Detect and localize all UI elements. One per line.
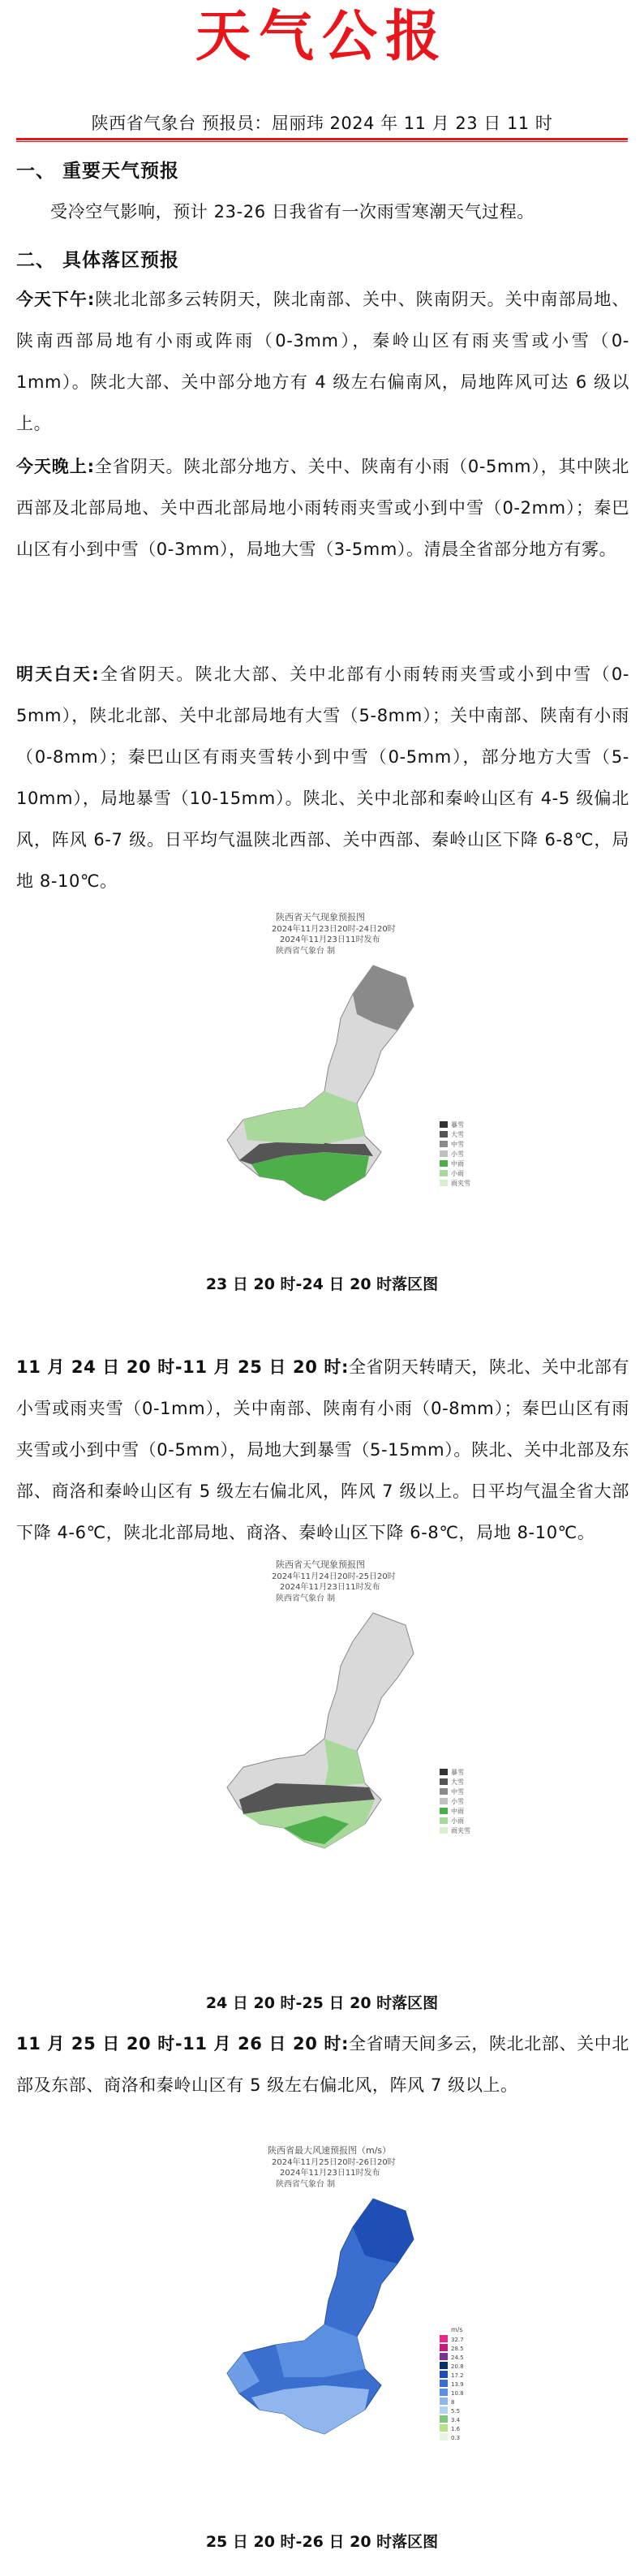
period-body: 全省阴天。陕北部分地方、关中、陕南有小雨（0-5mm），其中陕北西部及北部局地、关中西北部局地小雨转雨夹雪或小到中雪（0-2mm）；秦巴山区有小到中雪（0-3mm），局地大雪（3-5mm）。清晨全省部分地方有雾。 [16,457,629,559]
map-time: 2024年11月24日20时-25日20时 [272,1572,396,1581]
map-title: 陕西省天气现象预报图 [276,912,365,922]
map-legend [440,2326,464,2441]
map-agency: 陕西省气象台 制 [276,2180,336,2189]
wind-map [162,2142,503,2483]
period-label: 明天白天: [16,664,100,684]
legend-label: 0.3 [451,2435,461,2441]
period-body: 全省晴天间多云，陕北北部、关中北部及东部、商洛和秦岭山区有 5 级左右偏北风，阵风 7 级以上。 [16,2034,629,2095]
legend-label: 暴雪 [451,1121,464,1129]
map-title: 陕西省天气现象预报图 [276,1559,365,1570]
section1-body: 受冷空气影响，预计 23-26 日我省有一次雨雪寒潮天气过程。 [50,202,535,221]
map-caption-1: 23 日 20 时-24 日 20 时落区图 [205,1275,439,1293]
map-title: 陕西省最大风速预报图（m/s） [268,2145,392,2156]
legend-label: 10.8 [451,2390,464,2397]
legend-label: 17.2 [451,2372,464,2379]
legend-label: 雨夹雪 [451,1180,470,1187]
legend-title: m/s [451,2326,463,2333]
legend-label: 1.6 [451,2426,461,2432]
period-label: 今天下午: [16,290,95,309]
map-legend [440,1120,470,1187]
period-tomorrow-day [16,654,629,902]
legend-label: 小雨 [451,1817,464,1825]
map-caption-3: 25 日 20 时-26 日 20 时落区图 [205,2533,439,2551]
period-label: 11 月 24 日 20 时-11 月 25 日 20 时: [16,1357,349,1377]
section2-heading: 二、 具体落区预报 [16,250,180,271]
shaanxi-province-shape [227,965,414,1201]
map-caption-2: 24 日 20 时-25 日 20 时落区图 [205,1994,439,2012]
legend-label: 大雪 [451,1778,464,1786]
legend-label: 大雪 [451,1131,464,1138]
period-nov25-26 [16,2023,629,2106]
period-nov24-25 [16,1347,629,1554]
legend-label: 小雨 [451,1170,464,1177]
legend-label: 8 [451,2399,455,2406]
legend-label: 3.4 [451,2417,461,2423]
legend-label: 32.7 [451,2337,464,2343]
period-today-afternoon [16,279,629,445]
legend-label: 中雨 [451,1160,464,1168]
legend-label: 中雪 [451,1788,464,1795]
map-legend [440,1768,470,1834]
shaanxi-province-shape [227,2199,414,2434]
legend-label: 中雪 [451,1141,464,1148]
legend-label: 28.5 [451,2346,464,2352]
legend-label: 中雨 [451,1808,464,1815]
legend-label: 暴雪 [451,1769,464,1776]
forecast-map-1 [162,909,503,1233]
period-body: 全省阴天转晴天，陕北、关中北部有小雪或雨夹雪（0-1mm），关中南部、陕南有小雨（0-8mm）；秦巴山区有雨夹雪或小到中雪（0-5mm），局地大到暴雪（5-15mm）。陕北、关中北部及东部、商洛和秦岭山区有 5 级左右偏北风，阵风 7 级以上。日平均气温全省大部下降 4-6℃，陕北北部局地、商洛、秦岭山区下降 6-8℃，局地 8-10℃。 [16,1357,629,1542]
shaanxi-province-shape [227,1613,414,1848]
issuer-line: 陕西省气象台 预报员：屈丽玮 2024 年 11 月 23 日 11 时 [91,114,553,133]
period-body: 陕北北部多云转阴天，陕北南部、关中、陕南阴天。关中南部局地、陕南西部局地有小雨或阵雨（0-3mm），秦岭山区有雨夹雪或小雪（0-1mm）。陕北大部、关中部分地方有 4 级左右偏南风，局地阵风可达 6 级以上。 [16,290,629,433]
period-label: 11 月 25 日 20 时-11 月 26 日 20 时: [16,2034,349,2053]
legend-label: 20.8 [451,2363,464,2370]
legend-label: 13.9 [451,2381,464,2388]
section1-heading: 一、 重要天气预报 [16,161,180,182]
legend-label: 雨夹雪 [451,1827,470,1834]
bulletin-title: 天气公报 [195,4,449,69]
map-agency: 陕西省气象台 制 [276,947,336,956]
map-issued: 2024年11月23日11时发布 [280,2169,380,2178]
legend-label: 小雪 [451,1150,464,1158]
map-issued: 2024年11月23日11时发布 [280,1583,380,1592]
header-rule-thin [16,141,628,142]
map-agency: 陕西省气象台 制 [276,1594,336,1603]
header-rule [16,138,628,140]
map-time: 2024年11月25日20时-26日20时 [272,2158,396,2167]
forecast-map-2 [162,1556,503,1881]
period-body: 全省阴天。陕北大部、关中北部有小雨转雨夹雪或小到中雪（0-5mm），陕北北部、关中北部局地有大雪（5-8mm）；关中南部、陕南有小雨（0-8mm）；秦巴山区有雨夹雪转小到中雪（0-5mm），部分地方大雪（5-10mm），局地暴雪（10-15mm）。陕北、关中北部和秦岭山区有 4-5 级偏北风，阵风 6-7 级。日平均气温陕北西部、关中西部、秦岭山区下降 6-8℃，局地 8-10℃。 [16,664,629,891]
masthead [0,0,644,73]
period-label: 今天晚上: [16,457,95,476]
map-issued: 2024年11月23日11时发布 [280,935,380,944]
period-tonight [16,446,629,570]
legend-label: 24.5 [451,2355,464,2361]
legend-label: 小雪 [451,1798,464,1805]
legend-label: 5.5 [451,2408,461,2415]
map-time: 2024年11月23日20时-24日20时 [272,925,396,934]
